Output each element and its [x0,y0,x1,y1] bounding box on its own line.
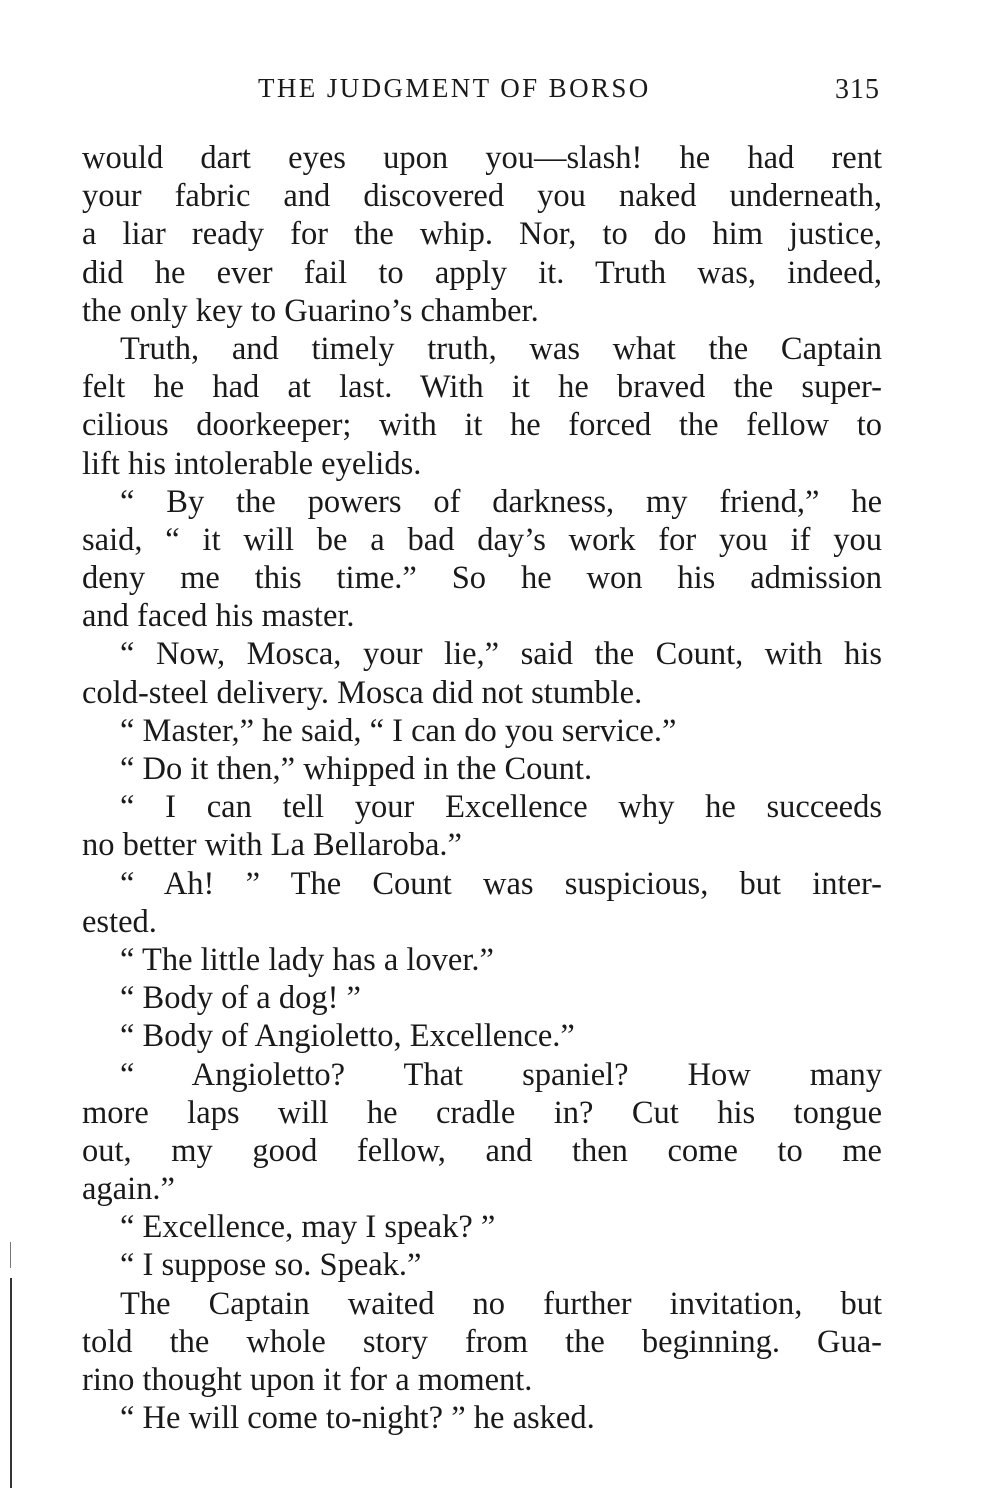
text-line: lift his intolerable eyelids. [82,445,422,482]
text-line: cold-steel delivery. Mosca did not stumble. [82,674,643,711]
text-line: “ Master,” he said, “ I can do you service.” [120,712,677,749]
running-head [82,68,882,108]
text-line: The Captain waited no further invitation, but [120,1285,882,1322]
text-line: “ Angioletto? That spaniel? How many [120,1056,882,1093]
text-line: felt he had at last. With it he braved the super- [82,369,882,406]
text-line: “ I suppose so. Speak.” [120,1247,422,1284]
text-line: “ The little lady has a lover.” [120,941,494,978]
text-line: “ Ah! ” The Count was suspicious, but inter- [120,865,882,902]
text-line: “ He will come to-night? ” he asked. [120,1400,595,1437]
body-text [82,139,882,1437]
text-line: ested. [82,903,157,940]
text-line: “ I can tell your Excellence why he succeeds [120,789,882,826]
text-line: did he ever fail to apply it. Truth was, indeed, [82,254,882,291]
text-line: the only key to Guarino’s chamber. [82,292,539,329]
text-line: told the whole story from the beginning. Gua- [82,1323,882,1360]
text-line: Truth, and timely truth, was what the Captain [120,330,882,367]
text-line: “ Excellence, may I speak? ” [120,1209,496,1246]
page-number: 315 [835,74,880,105]
text-line: out, my good fellow, and then come to me [82,1132,882,1169]
text-line: your fabric and discovered you naked underneath, [82,178,882,215]
text-line: “ By the powers of darkness, my friend,” he [120,483,882,520]
text-line: “ Do it then,” whipped in the Count. [120,751,593,787]
text-line: said, “ it will be a bad day’s work for you if you [82,521,882,558]
text-line: “ Now, Mosca, your lie,” said the Count, with his [120,636,882,673]
text-line: cilious doorkeeper; with it he forced the fellow to [82,407,882,444]
text-line: “ Body of Angioletto, Excellence.” [120,1018,575,1055]
text-line: “ Body of a dog! ” [120,980,361,1017]
running-title: THE JUDGMENT OF BORSO [258,73,651,103]
text-line: a liar ready for the whip. Nor, to do him justice, [82,216,882,253]
text-line: deny me this time.” So he won his admission [82,560,882,597]
binding-edge-mark [10,1242,11,1268]
text-line: rino thought upon it for a moment. [82,1362,533,1398]
binding-edge-mark [10,1278,12,1488]
text-line: no better with La Bellaroba.” [82,827,462,864]
text-line: and faced his master. [82,598,355,635]
text-line: again.” [82,1171,175,1208]
text-line: more laps will he cradle in? Cut his tongue [82,1094,882,1131]
text-line: would dart eyes upon you—slash! he had rent [82,140,882,176]
